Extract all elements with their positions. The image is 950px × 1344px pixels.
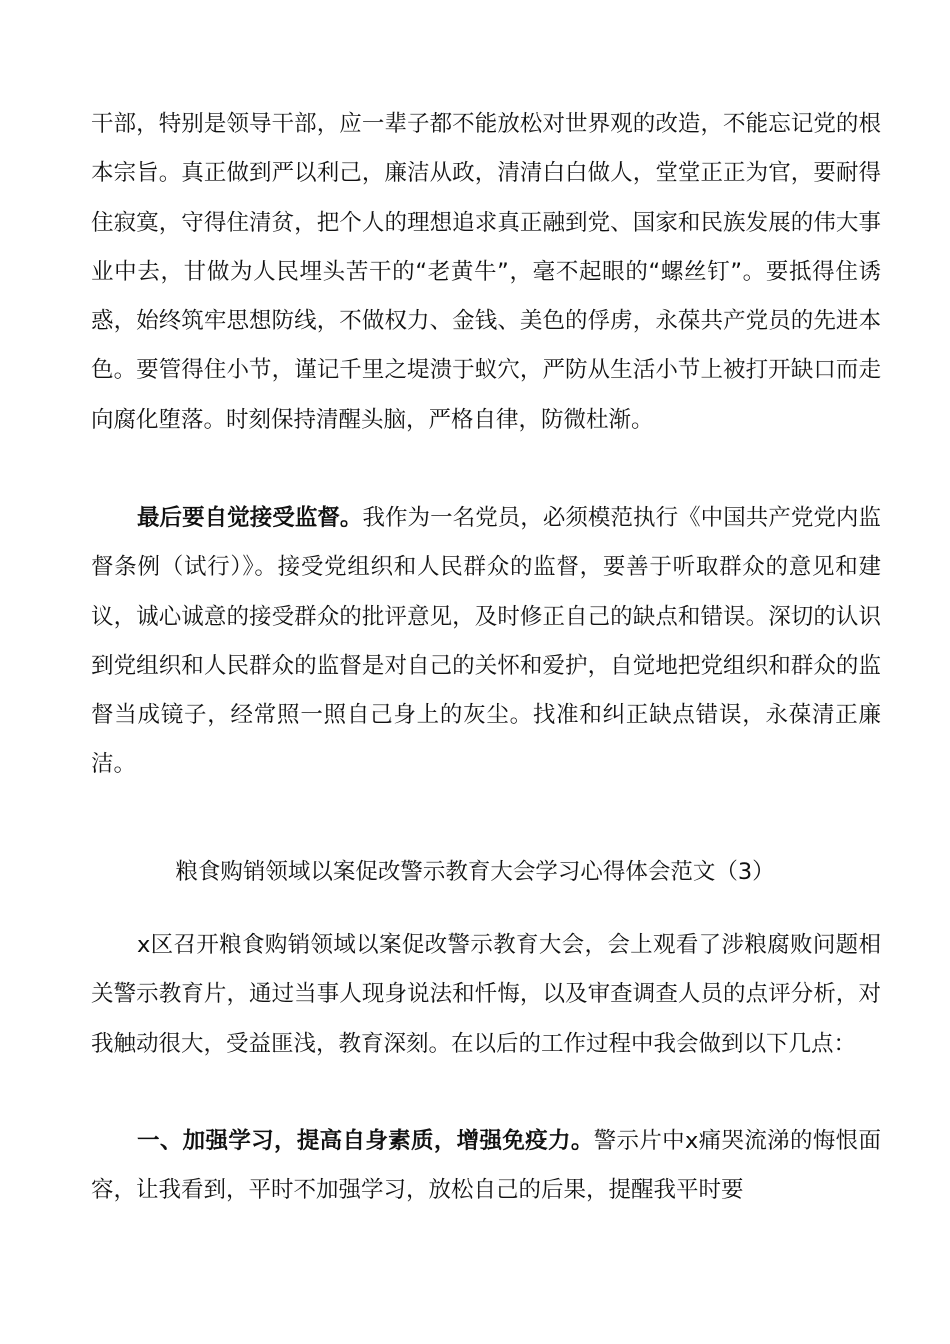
- paragraph-text: 我作为一名党员，必须模范执行《中国共产党党内监督条例（试行）》。接受党组织和人民群众的监督，要善于听取群众的意见和建议，诚心诚意的接受群众的批评意见，及时修正自己的缺点和错误。深切的认识到党组织和人民群众的监督是对自己的关怀和爱护，自觉地把党组织和群众的监督当成镜子，经常照一照自己身上的灰尘。找准和纠正缺点错误，永葆清正廉洁。: [91, 505, 881, 778]
- paragraph-heading: 最后要自觉接受监督。: [137, 505, 363, 531]
- paragraph-text: x区召开粮食购销领域以案促改警示教育大会，会上观看了涉粮腐败问题相关警示教育片，通过当事人现身说法和忏悔，以及审查调查人员的点评分析，对我触动很大，受益匪浅，教育深刻。在以后的工作过程中我会做到以下几点：: [91, 932, 881, 1057]
- body-paragraph: [91, 494, 881, 790]
- paragraph-text: 干部，特别是领导干部，应一辈子都不能放松对世界观的改造，不能忘记党的根本宗旨。真正做到严以利己，廉洁从政，清清白白做人，堂堂正正为官，要耐得住寂寞，守得住清贫，把个人的理想追求真正融到党、国家和民族发展的伟大事业中去，甘做为人民埋头苦干的“老黄牛”，毫不起眼的“螺丝钉”。要抵得住诱惑，始终筑牢思想防线，不做权力、金钱、美色的俘虏，永葆共产党员的先进本色。要管得住小节，谨记千里之堤溃于蚁穴，严防从生活小节上被打开缺口而走向腐化堕落。时刻保持清醒头脑，严格自律，防微杜渐。: [91, 111, 881, 433]
- section-title: 粮食购销领域以案促改警示教育大会学习心得体会范文（3）: [175, 859, 775, 885]
- paragraph-heading: 一、加强学习，提高自身素质，增强免疫力。: [137, 1128, 594, 1154]
- paragraph-text: 警示片中x痛哭流涕的悔恨面容，让我看到，平时不加强学习，放松自己的后果，提醒我平时要: [91, 1128, 881, 1204]
- body-paragraph: [91, 100, 881, 445]
- body-paragraph: [91, 1117, 881, 1216]
- body-paragraph: [91, 921, 881, 1069]
